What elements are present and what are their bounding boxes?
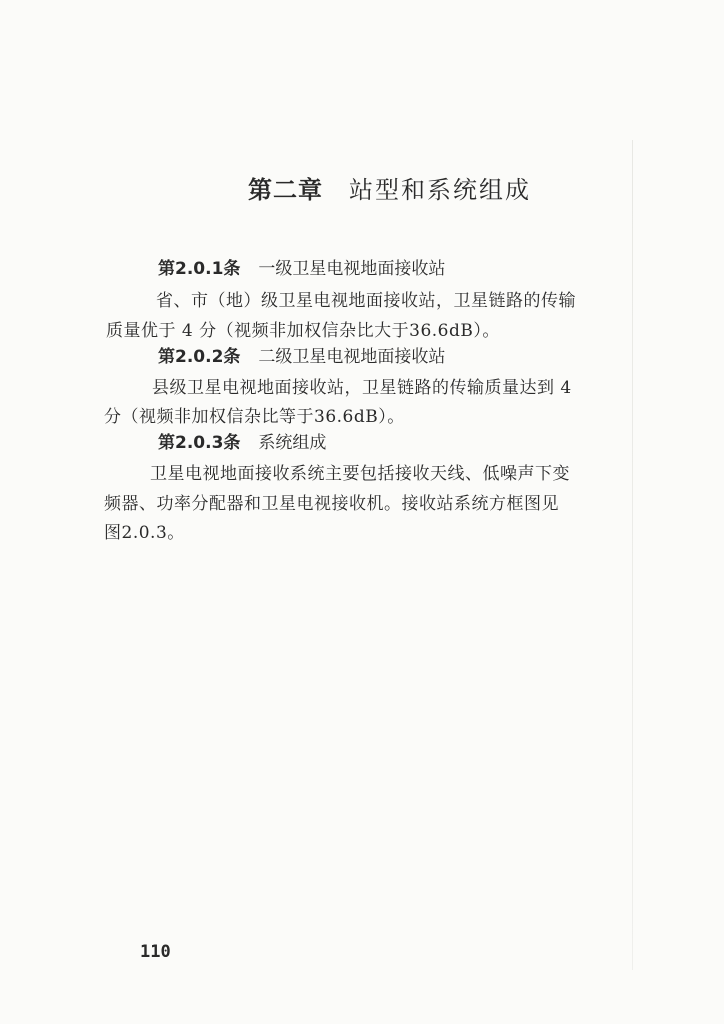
section-title: 系统组成 [258,433,327,453]
page-number: 110 [140,942,171,962]
paragraph-line: 省、市（地）级卫星电视地面接收站，卫星链路的传输 [156,291,576,311]
section-heading-2-0-2 [158,342,445,367]
paragraph-line: 频器、功率分配器和卫星电视接收机。接收站系统方框图见 [104,494,559,514]
section-heading-2-0-1 [158,254,445,279]
article-number: 第2.0.2条 [158,347,241,367]
section-heading-2-0-3 [158,428,326,453]
paragraph-line: 卫星电视地面接收系统主要包括接收天线、低噪声下变 [150,464,570,484]
chapter-title [248,170,531,205]
article-number: 第2.0.1条 [158,259,241,279]
paragraph-line: 分（视频非加权信杂比等于36.6dB）。 [104,407,405,427]
chapter-name: 站型和系统组成 [349,176,531,204]
chapter-number: 第二章 [248,176,323,204]
paragraph-line: 图2.0.3。 [104,523,185,543]
paragraph-line: 质量优于 4 分（视频非加权信杂比大于36.6dB）。 [106,321,500,341]
paragraph-line: 县级卫星电视地面接收站，卫星链路的传输质量达到 4 [152,378,572,398]
scan-edge-line [632,140,633,970]
section-title: 一级卫星电视地面接收站 [258,259,446,279]
section-title: 二级卫星电视地面接收站 [258,347,446,367]
article-number: 第2.0.3条 [158,433,241,453]
